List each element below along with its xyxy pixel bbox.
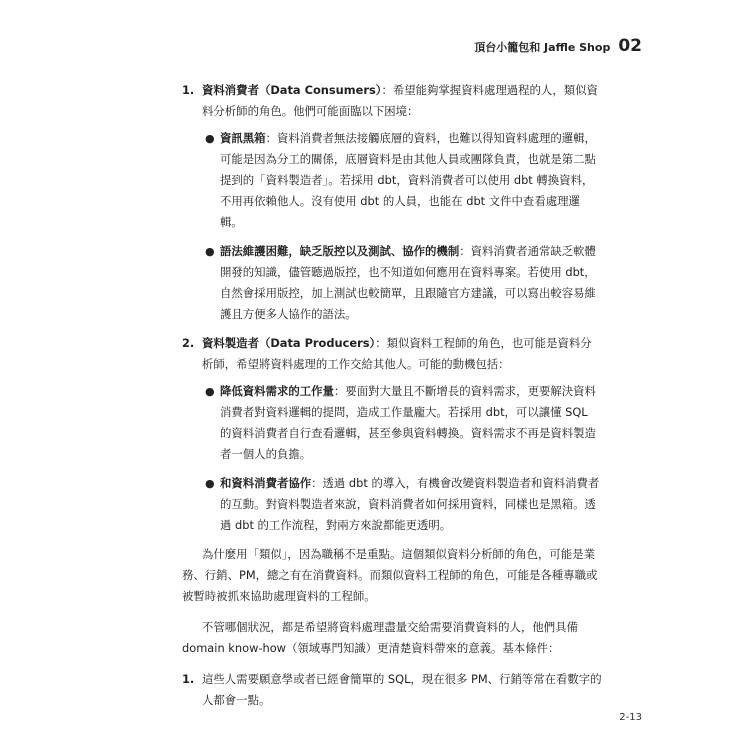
bullet-item (202, 128, 602, 233)
running-header (474, 36, 642, 56)
bullet-dot-icon: ● (205, 477, 215, 490)
item-text: ：類似資料工程師的角色，也可能是資料分析師，希望將資料處理的工作交給其他人。可能的動機包括： (202, 336, 592, 371)
bullet-text: ：要面對大量且不斷增長的資料需求，更要解決資料消費者對資料邏輯的提問，造成工作量龐大。若採用 dbt，可以讓懂 SQL 的資料消費者自行查看邏輯，甚至參與資料轉換。資料需求不再是資料製造者一個人的負擔。 (220, 384, 596, 461)
item-title: 資料製造者（Data Producers） (202, 336, 376, 350)
bullet-title: 語法維護困難，缺乏版控以及測試、協作的機制 (220, 244, 460, 258)
bullet-dot-icon: ● (205, 245, 215, 258)
bullet-dot-icon: ● (205, 385, 215, 398)
page-number: 2-13 (619, 712, 642, 723)
item-number: 1. (182, 672, 195, 686)
bullet-item (202, 381, 602, 465)
bullet-title: 資訊黑箱 (220, 131, 266, 145)
bullet-text: ：資料消費者無法接觸底層的資料，也難以得知資料處理的邏輯，可能是因為分工的關係，底層資料是由其他人員或團隊負責，也就是第二點提到的「資料製造者」。若採用 dbt，資料消費者可以使用 dbt 轉換資料，不用再依賴他人。沒有使用 dbt 的人員，也能在 dbt 文件中查看處理邏輯。 (220, 131, 596, 229)
numbered-item-data-consumers (182, 80, 602, 325)
bullet-list (202, 381, 602, 536)
condition-text: 這些人需要願意學或者已經會簡單的 SQL，現在很多 PM、行銷等常在看數字的人都會一點。 (202, 672, 602, 707)
bullet-item (202, 473, 602, 536)
chapter-number: 02 (618, 36, 642, 56)
running-header-title: 頂台小籠包和 Jaffle Shop (474, 41, 611, 54)
bullet-item (202, 241, 602, 325)
body-paragraph: 為什麼用「類似」，因為職稱不是重點。這個類似資料分析師的角色，可能是業務、行銷、PM，總之有在消費資料。而類似資料工程師的角色，可能是各種專職或被暫時被抓來協助處理資料的工程師。 (182, 547, 598, 603)
numbered-condition (182, 669, 602, 711)
numbered-item-data-producers (182, 333, 602, 536)
bullet-text: ：資料消費者通常缺乏軟體開發的知識，儘管聽過版控，也不知道如何應用在資料專案。若使用 dbt，自然會採用版控，加上測試也較簡單，且跟隨官方建議，可以寫出較容易維護且方便多人協作的語法。 (220, 244, 596, 321)
item-number: 2. (182, 336, 195, 350)
item-number: 1. (182, 83, 195, 97)
item-text: ：希望能夠掌握資料處理過程的人，類似資料分析師的角色。他們可能面臨以下困境： (202, 83, 598, 118)
bullet-list (202, 128, 602, 325)
bullet-dot-icon: ● (205, 132, 215, 145)
bullet-title: 和資料消費者協作 (220, 476, 312, 490)
page-body (182, 80, 602, 717)
bullet-text: ：透過 dbt 的導入，有機會改變資料製造者和資料消費者的互動。對資料製造者來說，資料消費者如何採用資料，同樣也是黑箱。透過 dbt 的工作流程，對兩方來說都能更透明。 (220, 476, 600, 532)
body-paragraph: 不管哪個狀況，都是希望將資料處理盡量交給需要消費資料的人，他們具備 domain know-how（領域專門知識）更清楚資料帶來的意義。基本條件： (182, 620, 578, 655)
item-title: 資料消費者（Data Consumers） (202, 83, 382, 97)
bullet-title: 降低資料需求的工作量 (220, 384, 334, 398)
